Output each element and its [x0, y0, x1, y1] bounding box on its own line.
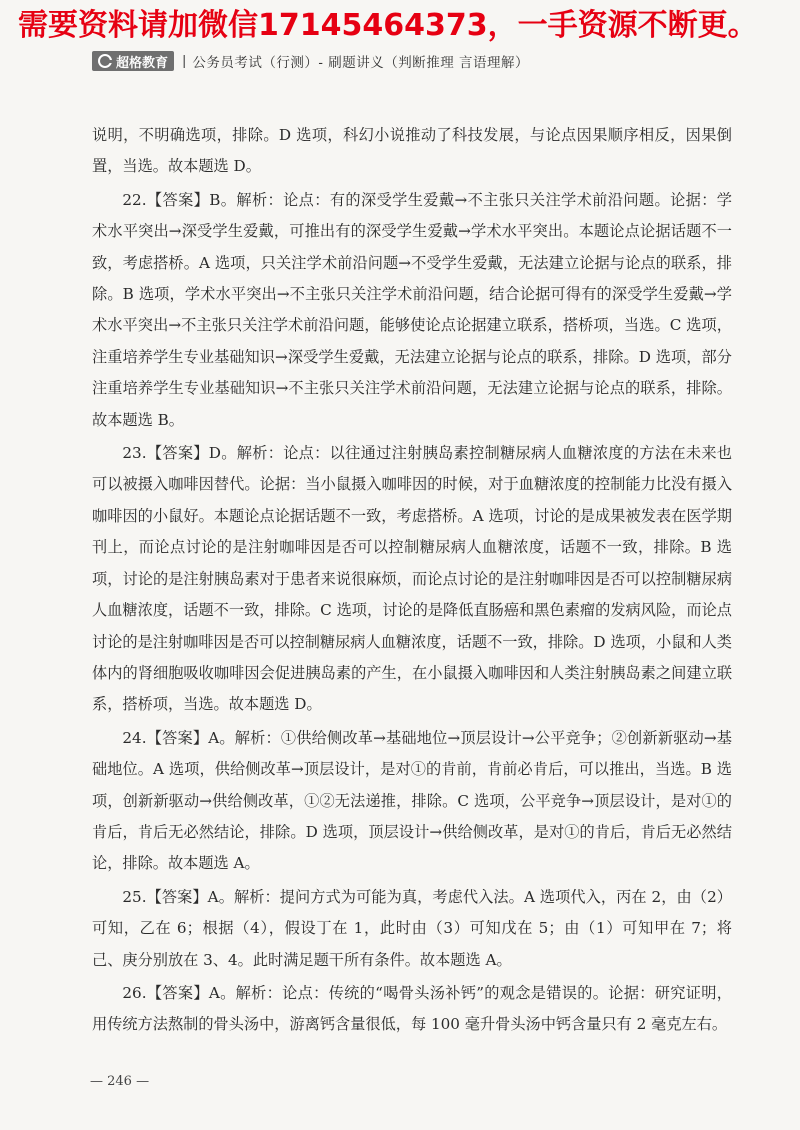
answer-explanations — [92, 120, 732, 1043]
logo-text: 超格教育 — [116, 55, 169, 71]
paragraph-continuation: 说明，不明确选项，排除。D 选项，科幻小说推动了科技发展，与论点因果顺序相反，因果倒置，当选。故本题选 D。 — [92, 126, 732, 176]
explanation-22: 22.【答案】B。解析：论点：有的深受学生爱戴→不主张只关注学术前沿问题。论据：学术水平突出→深受学生爱戴，可推出有的深受学生爱戴→学术水平突出。本题论点论据话题不一致，考虑搭桥。A 选项，只关注学术前沿问题→不受学生爱戴，无法建立论据与论点的联系，排除。B 选项，学术水平突出→不主张只关注学术前沿问题，结合论据可得有的深受学生爱戴→学术水平突出→不主张只关注学术前沿问题，能够使论点论据建立联系，搭桥项，当选。C 选项，注重培养学生专业基础知识→深受学生爱戴，无法建立论据与论点的联系，排除。D 选项，部分注重培养学生专业基础知识→不主张只关注学术前沿问题，无法建立论据与论点的联系，排除。故本题选 B。 — [92, 190, 732, 429]
watermark-banner: 需要资料请加微信17145464373，一手资源不断更。 — [18, 8, 758, 43]
logo-g-icon — [98, 54, 112, 68]
explanation-25: 25.【答案】A。解析：提问方式为可能为真，考虑代入法。A 选项代入，丙在 2，由（2）可知，乙在 6；根据（4），假设丁在 1，此时由（3）可知戊在 5；由（1）可知甲在 7；将己、庚分别放在 3、4。此时满足题干所有条件。故本题选 A。 — [92, 887, 732, 969]
page-number: — 246 — — [90, 1074, 150, 1089]
page-header — [92, 50, 529, 72]
explanation-24: 24.【答案】A。解析：①供给侧改革→基础地位→顶层设计→公平竞争；②创新新驱动→基础地位。A 选项，供给侧改革→顶层设计，是对①的肯前，肯前必肯后，可以推出，当选。B 选项，创新新驱动→供给侧改革，①②无法递推，排除。C 选项，公平竞争→顶层设计，是对①的肯后，肯后无必然结论，排除。D 选项，顶层设计→供给侧改革，是对①的肯后，肯后无必然结论，排除。故本题选 A。 — [92, 728, 732, 873]
explanation-26: 26.【答案】A。解析：论点：传统的“喝骨头汤补钙”的观念是错误的。论据：研究证明，用传统方法熬制的骨头汤中，游离钙含量很低，每 100 毫升骨头汤中钙含量只有 2 毫克左右。 — [92, 983, 732, 1034]
header-separator: | — [182, 53, 187, 69]
header-title: 公务员考试（行测）- 刷题讲义（判断推理 言语理解） — [192, 55, 530, 71]
explanation-23: 23.【答案】D。解析：论点：以往通过注射胰岛素控制糖尿病人血糖浓度的方法在未来也可以被摄入咖啡因替代。论据：当小鼠摄入咖啡因的时候，对于血糖浓度的控制能力比没有摄入咖啡因的小鼠好。本题论点论据话题不一致，考虑搭桥。A 选项，讨论的是成果被发表在医学期刊上，而论点讨论的是注射咖啡因是否可以控制糖尿病人血糖浓度，话题不一致，排除。B 选项，讨论的是注射胰岛素对于患者来说很麻烦，而论点讨论的是注射咖啡因是否可以控制糖尿病人血糖浓度，话题不一致，排除。C 选项，讨论的是降低直肠癌和黑色素瘤的发病风险，而论点讨论的是注射咖啡因是否可以控制糖尿病人血糖浓度，话题不一致，排除。D 选项，小鼠和人类体内的肾细胞吸收咖啡因会促进胰岛素的产生，在小鼠摄入咖啡因和人类注射胰岛素之间建立联系，搭桥项，当选。故本题选 D。 — [92, 444, 732, 714]
publisher-logo — [92, 51, 174, 71]
